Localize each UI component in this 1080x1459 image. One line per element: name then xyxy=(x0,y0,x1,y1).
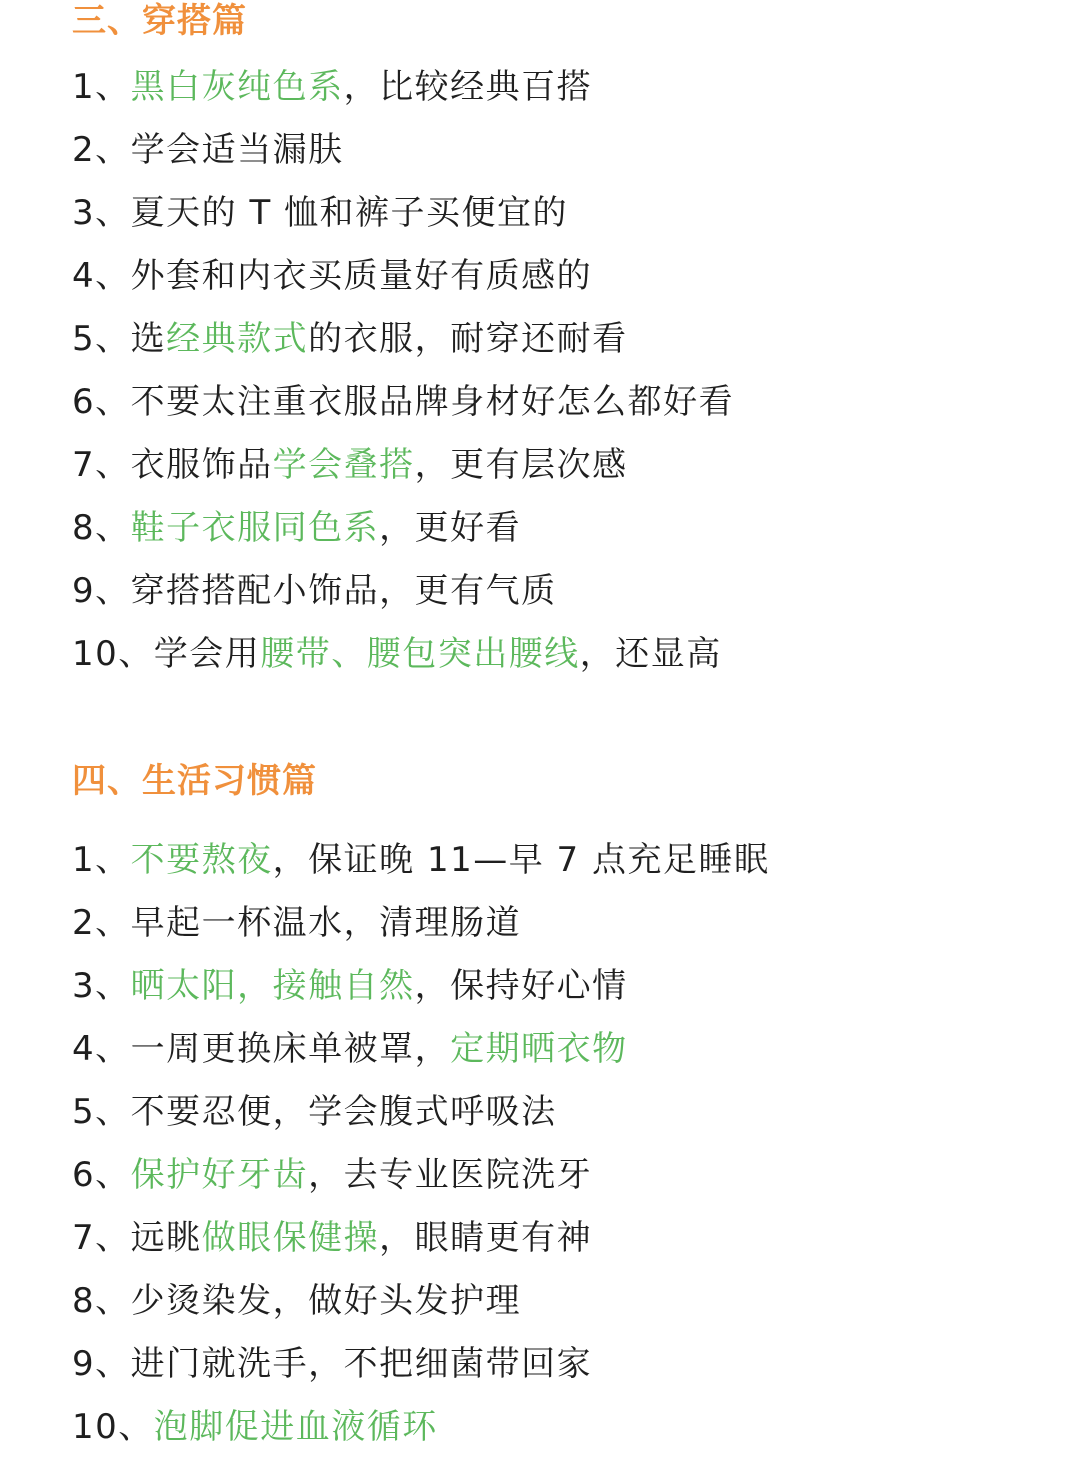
tip-text: 10、学会用 xyxy=(72,634,261,674)
tip-text: 1、 xyxy=(72,840,131,880)
highlighted-text: 保护好牙齿 xyxy=(130,1155,309,1195)
tip-text: 1、 xyxy=(72,67,131,107)
tip-text: 6、 xyxy=(72,1155,131,1195)
tip-item xyxy=(72,1333,1032,1396)
tip-text: 9、穿搭搭配小饰品，更有气质 xyxy=(72,571,557,611)
section-heading: 三、穿搭篇 xyxy=(72,1,247,41)
tip-text: ，还显高 xyxy=(579,634,722,674)
section-outfit xyxy=(72,0,1032,686)
tip-item xyxy=(72,1396,1032,1459)
highlighted-text: 不要熬夜 xyxy=(130,840,273,880)
highlighted-text: 做眼保健操 xyxy=(201,1218,380,1258)
tip-text: ，保持好心情 xyxy=(414,966,628,1006)
highlighted-text: 鞋子衣服同色系 xyxy=(130,508,380,548)
tip-text: 5、不要忍便，学会腹式呼吸法 xyxy=(72,1092,557,1132)
tip-item xyxy=(72,245,1032,308)
tip-text: ，眼睛更有神 xyxy=(379,1218,593,1258)
tip-text: 9、进门就洗手，不把细菌带回家 xyxy=(72,1344,593,1384)
highlighted-text: 腰带、腰包突出腰线 xyxy=(260,634,580,674)
tip-text: 3、夏天的 T 恤和裤子买便宜的 xyxy=(72,193,569,233)
tip-text: ，去专业医院洗牙 xyxy=(308,1155,593,1195)
highlighted-text: 定期晒衣物 xyxy=(450,1029,628,1069)
tip-item xyxy=(72,1270,1032,1333)
tip-text: 8、少烫染发，做好头发护理 xyxy=(72,1281,522,1321)
tip-text: 5、选 xyxy=(72,319,167,359)
tip-text: ，更好看 xyxy=(379,508,522,548)
tip-item xyxy=(72,371,1032,434)
tip-item xyxy=(72,1018,1032,1081)
tip-text: 6、不要太注重衣服品牌身材好怎么都好看 xyxy=(72,382,735,422)
tips-list xyxy=(72,56,1032,686)
tips-list xyxy=(72,829,1032,1459)
highlighted-text: 黑白灰纯色系 xyxy=(130,67,344,107)
tip-item xyxy=(72,1207,1032,1270)
tip-item xyxy=(72,56,1032,119)
section-heading: 四、生活习惯篇 xyxy=(72,761,317,801)
tip-text: 4、一周更换床单被罩， xyxy=(72,1029,451,1069)
tip-item xyxy=(72,955,1032,1018)
tip-item xyxy=(72,434,1032,497)
tip-item xyxy=(72,560,1032,623)
tip-text: 3、 xyxy=(72,966,131,1006)
tip-text: 2、学会适当漏肤 xyxy=(72,130,344,170)
tip-item xyxy=(72,1081,1032,1144)
tip-item xyxy=(72,182,1032,245)
tip-item xyxy=(72,892,1032,955)
tip-item xyxy=(72,497,1032,560)
tip-text: 2、早起一杯温水，清理肠道 xyxy=(72,903,522,943)
tip-text: ，比较经典百搭 xyxy=(343,67,593,107)
section-lifestyle xyxy=(72,756,1032,1459)
tip-item xyxy=(72,1144,1032,1207)
highlighted-text: 晒太阳，接触自然 xyxy=(130,966,415,1006)
tip-text: 7、远眺 xyxy=(72,1218,202,1258)
tip-item xyxy=(72,623,1032,686)
highlighted-text: 经典款式 xyxy=(166,319,309,359)
tip-text: 10、 xyxy=(72,1407,154,1447)
tip-text: 4、外套和内衣买质量好有质感的 xyxy=(72,256,593,296)
tip-item xyxy=(72,119,1032,182)
tip-item xyxy=(72,829,1032,892)
highlighted-text: 泡脚促进血液循环 xyxy=(153,1407,438,1447)
tip-item xyxy=(72,308,1032,371)
tip-text: ，更有层次感 xyxy=(414,445,628,485)
tip-text: ，保证晚 11—早 7 点充足睡眠 xyxy=(272,840,770,880)
tip-text: 8、 xyxy=(72,508,131,548)
highlighted-text: 学会叠搭 xyxy=(272,445,415,485)
tip-text: 的衣服，耐穿还耐看 xyxy=(308,319,628,359)
tip-text: 7、衣服饰品 xyxy=(72,445,273,485)
